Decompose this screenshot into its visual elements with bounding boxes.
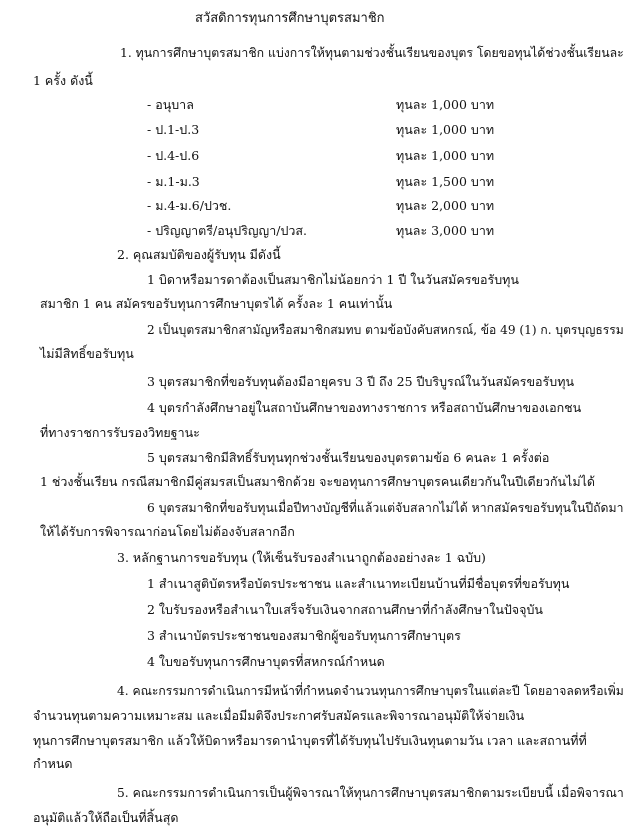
section-2-item-1: 1 บิดาหรือมารดาต้องเป็นสมาชิกไม่น้อยกว่า 1 ปี ในวันสมัครขอรับทุน xyxy=(147,272,519,287)
level-amount: ทุนละ 2,000 บาท xyxy=(396,198,495,213)
section-2-item-4: 4 บุตรกำลังศึกษาอยู่ในสถาบันศึกษาของทางราชการ หรือสถาบันศึกษาของเอกชน xyxy=(147,400,582,415)
level-amount: ทุนละ 1,000 บาท xyxy=(396,97,495,112)
section-2-heading: 2. คุณสมบัติของผู้รับทุน มีดังนี้ xyxy=(117,247,281,262)
section-4-line-3: ทุนการศึกษาบุตรสมาชิก แล้วให้บิดาหรือมารดานำบุตรที่ได้รับทุนไปรับเงินทุนตามวัน เวลา และสถานที่ที่ xyxy=(33,733,587,748)
level-name: - ม.4-ม.6/ปวช. xyxy=(147,198,232,213)
evidence-item: 4 ใบขอรับทุนการศึกษาบุตรที่สหกรณ์กำหนด xyxy=(147,654,385,669)
section-4-line-2: จำนวนทุนตามความเหมาะสม และเมื่อมีมติจึงประกาศรับสมัครและพิจารณาอนุมัติให้จ่ายเงิน xyxy=(33,708,525,723)
section-4-line-4: กำหนด xyxy=(33,756,73,771)
section-2-item-5: 5 บุตรสมาชิกมีสิทธิ์รับทุนทุกช่วงชั้นเรียนของบุตรตามข้อ 6 คนละ 1 ครั้งต่อ xyxy=(147,450,550,465)
section-2-item-6-cont: ให้ได้รับการพิจารณาก่อนโดยไม่ต้องจับสลากอีก xyxy=(40,524,295,539)
level-name: - ป.1-ป.3 xyxy=(147,122,200,137)
section-1-line-1: 1. ทุนการศึกษาบุตรสมาชิก แบ่งการให้ทุนตามช่วงชั้นเรียนของบุตร โดยขอทุนได้ช่วงชั้นเรียนละ xyxy=(120,45,624,60)
level-name: - อนุบาล xyxy=(147,97,194,112)
section-2-item-1-cont: สมาชิก 1 คน สมัครขอรับทุนการศึกษาบุตรได้ ครั้งละ 1 คนเท่านั้น xyxy=(40,296,393,311)
level-name: - ปริญญาตรี/อนุปริญญา/ปวส. xyxy=(147,223,307,238)
section-5-line-2: อนุมัติแล้วให้ถือเป็นที่สิ้นสุด xyxy=(33,810,179,825)
page-title: สวัสดิการทุนการศึกษาบุตรสมาชิก xyxy=(195,11,385,26)
section-2-item-5-cont: 1 ช่วงชั้นเรียน กรณีสมาชิกมีคู่สมรสเป็นสมาชิกด้วย จะขอทุนการศึกษาบุตรคนเดียวกันในปีเดียวกันไม่ได้ xyxy=(40,474,595,489)
level-amount: ทุนละ 1,000 บาท xyxy=(396,148,495,163)
level-amount: ทุนละ 1,500 บาท xyxy=(396,174,495,189)
level-amount: ทุนละ 1,000 บาท xyxy=(396,122,495,137)
section-1-line-2: 1 ครั้ง ดังนี้ xyxy=(33,73,93,88)
level-name: - ป.4-ป.6 xyxy=(147,148,200,163)
section-5-line-1: 5. คณะกรรมการดำเนินการเป็นผู้พิจารณาให้ทุนการศึกษาบุตรสมาชิกตามระเบียบนี้ เมื่อพิจารณา xyxy=(117,785,624,800)
evidence-item: 3 สำเนาบัตรประชาชนของสมาชิกผู้ขอรับทุนการศึกษาบุตร xyxy=(147,628,461,643)
section-3-heading: 3. หลักฐานการขอรับทุน (ให้เซ็นรับรองสำเนาถูกต้องอย่างละ 1 ฉบับ) xyxy=(117,550,486,565)
level-name: - ม.1-ม.3 xyxy=(147,174,200,189)
section-2-item-3: 3 บุตรสมาชิกที่ขอรับทุนต้องมีอายุครบ 3 ปี ถึง 25 ปีบริบูรณ์ในวันสมัครขอรับทุน xyxy=(147,374,574,389)
section-4-line-1: 4. คณะกรรมการดำเนินการมีหน้าที่กำหนดจำนวนทุนการศึกษาบุตรในแต่ละปี โดยอาจลดหรือเพิ่ม xyxy=(117,683,624,698)
section-2-item-2-cont: ไม่มีสิทธิ์ขอรับทุน xyxy=(40,346,134,361)
section-2-item-6: 6 บุตรสมาชิกที่ขอรับทุนเมื่อปีทางบัญชีที่แล้วแต่จับสลากไม่ได้ หากสมัครขอรับทุนในปีถัดมา xyxy=(147,500,624,515)
evidence-item: 1 สำเนาสูติบัตรหรือบัตรประชาชน และสำเนาทะเบียนบ้านที่มีชื่อบุตรที่ขอรับทุน xyxy=(147,576,570,591)
section-2-item-2: 2 เป็นบุตรสมาชิกสามัญหรือสมาชิกสมทบ ตามข้อบังคับสหกรณ์, ข้อ 49 (1) ก. บุตรบุญธรรม xyxy=(147,322,624,337)
section-2-item-4-cont: ที่ทางราชการรับรองวิทยฐานะ xyxy=(40,425,200,440)
level-amount: ทุนละ 3,000 บาท xyxy=(396,223,495,238)
evidence-item: 2 ใบรับรองหรือสำเนาใบเสร็จรับเงินจากสถานศึกษาที่กำลังศึกษาในปัจจุบัน xyxy=(147,602,543,617)
